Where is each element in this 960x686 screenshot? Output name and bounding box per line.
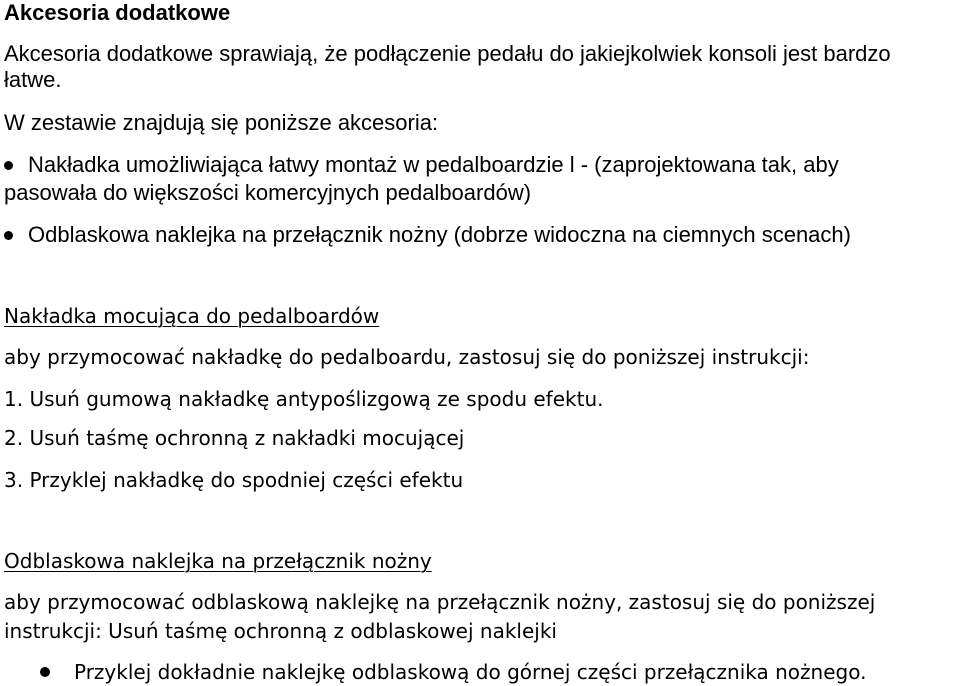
kit-item-2-text: Odblaskowa naklejka na przełącznik nożny (dobrze widoczna na ciemnych scenach) <box>28 222 851 247</box>
kit-item-2 <box>4 221 851 249</box>
section2-heading: Odblaskowa naklejka na przełącznik nożny <box>4 549 432 573</box>
kit-item-1-continuation: pasowała do większości komercyjnych pedalboardów) <box>4 180 532 205</box>
bullet-icon <box>4 161 13 170</box>
section1-step-1: 1. Usuń gumową nakładkę antypoślizgową ze spodu efektu. <box>4 387 604 411</box>
section1-step-2: 2. Usuń taśmę ochronną z nakładki mocującej <box>4 426 465 450</box>
intro-line-1: Akcesoria dodatkowe sprawiają, że podłączenie pedału do jakiejkolwiek konsoli jest bardzo <box>4 41 891 66</box>
section1-intro: aby przymocować nakładkę do pedalboardu, zastosuj się do poniższej instrukcji: <box>4 345 810 369</box>
bullet-icon <box>4 231 13 240</box>
intro-line-2: łatwe. <box>4 67 62 92</box>
page-title: Akcesoria dodatkowe <box>4 0 231 25</box>
bullet-icon <box>40 667 50 677</box>
kit-intro: W zestawie znajdują się poniższe akcesoria: <box>4 110 439 135</box>
section2-bullet <box>40 658 866 686</box>
section2-bullet-text: Przyklej dokładnie naklejkę odblaskową do górnej części przełącznika nożnego. <box>74 660 867 684</box>
section1-step-3: 3. Przyklej nakładkę do spodniej części efektu <box>4 468 464 492</box>
kit-item-1-text: Nakładka umożliwiająca łatwy montaż w pedalboardzie l - (zaprojektowana tak, aby <box>28 152 839 177</box>
section2-intro-line-2: instrukcji: Usuń taśmę ochronną z odblaskowej naklejki <box>4 619 557 643</box>
section2-intro-line-1: aby przymocować odblaskową naklejkę na przełącznik nożny, zastosuj się do poniższej <box>4 590 876 614</box>
kit-item-1 <box>4 151 839 179</box>
section1-heading: Nakładka mocująca do pedalboardów <box>4 304 380 328</box>
